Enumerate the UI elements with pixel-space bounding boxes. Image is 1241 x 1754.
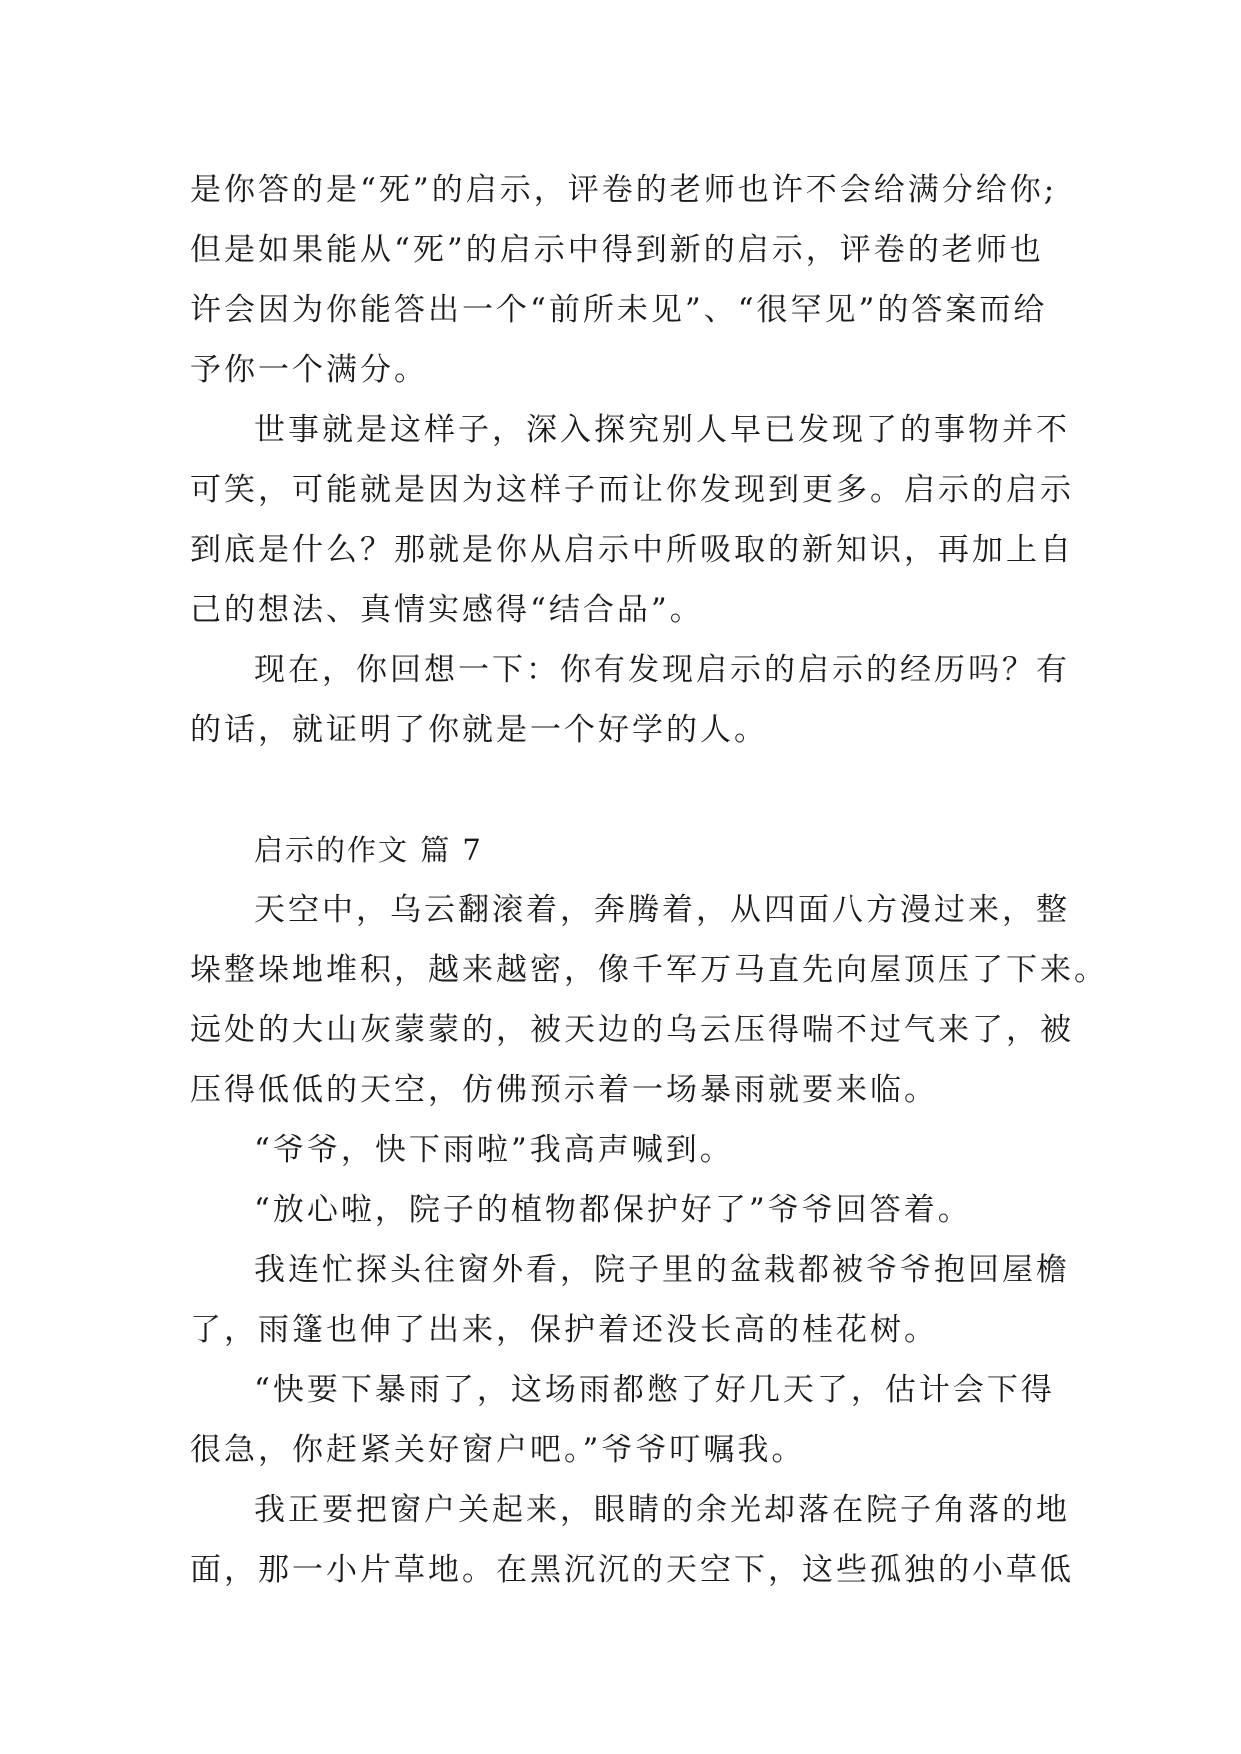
- text-line: 是你答的是“死”的启示，评卷的老师也许不会给满分给你;: [190, 172, 1058, 208]
- text-line: 压得低低的天空，仿佛预示着一场暴雨就要来临。: [190, 1072, 938, 1108]
- text-line: 了，雨篷也伸了出来，保护着还没长高的桂花树。: [190, 1312, 938, 1348]
- text-line: 远处的大山灰蒙蒙的，被天边的乌云压得喘不过气来了，被: [190, 1012, 1074, 1048]
- text-line: 予你一个满分。: [190, 352, 428, 388]
- text-line: “放心啦，院子的植物都保护好了”爷爷回答着。: [254, 1192, 972, 1228]
- document-page: [190, 160, 1108, 1600]
- text-line: 但是如果能从“死”的启示中得到新的启示，评卷的老师也: [190, 232, 1044, 268]
- text-line: 可笑，可能就是因为这样子而让你发现到更多。启示的启示: [190, 472, 1074, 508]
- text-line: 天空中，乌云翻滚着，奔腾着，从四面八方漫过来，整: [254, 892, 1070, 928]
- text-line: 到底是什么？那就是你从启示中所吸取的新知识，再加上自: [190, 532, 1074, 568]
- text-line: 己的想法、真情实感得“结合品”。: [190, 592, 704, 628]
- section-spacer: [190, 760, 1060, 820]
- text-line: “快要下暴雨了，这场雨都憋了好几天了，估计会下得: [254, 1372, 1055, 1408]
- section-heading: 启示的作文 篇 7: [254, 833, 483, 867]
- text-line: 现在，你回想一下：你有发现启示的启示的经历吗？有: [254, 652, 1070, 688]
- text-line: 的话，就证明了你就是一个好学的人。: [190, 712, 768, 748]
- text-line: 我连忙探头往窗外看，院子里的盆栽都被爷爷抱回屋檐: [254, 1252, 1070, 1288]
- text-line: 面，那一小片草地。在黑沉沉的天空下，这些孤独的小草低: [190, 1552, 1074, 1588]
- text-line: 我正要把窗户关起来，眼睛的余光却落在院子角落的地: [254, 1492, 1070, 1528]
- text-line: 垛整垛地堆积，越来越密，像千军万马直先向屋顶压了下来。: [190, 952, 1108, 988]
- text-line: 许会因为你能答出一个“前所未见”、“很罕见”的答案而给: [190, 292, 1048, 328]
- text-line: 世事就是这样子，深入探究别人早已发现了的事物并不: [254, 412, 1070, 448]
- text-line: “爷爷，快下雨啦”我高声喊到。: [254, 1132, 734, 1168]
- text-line: 很急，你赶紧关好窗户吧。”爷爷叮嘱我。: [190, 1432, 806, 1468]
